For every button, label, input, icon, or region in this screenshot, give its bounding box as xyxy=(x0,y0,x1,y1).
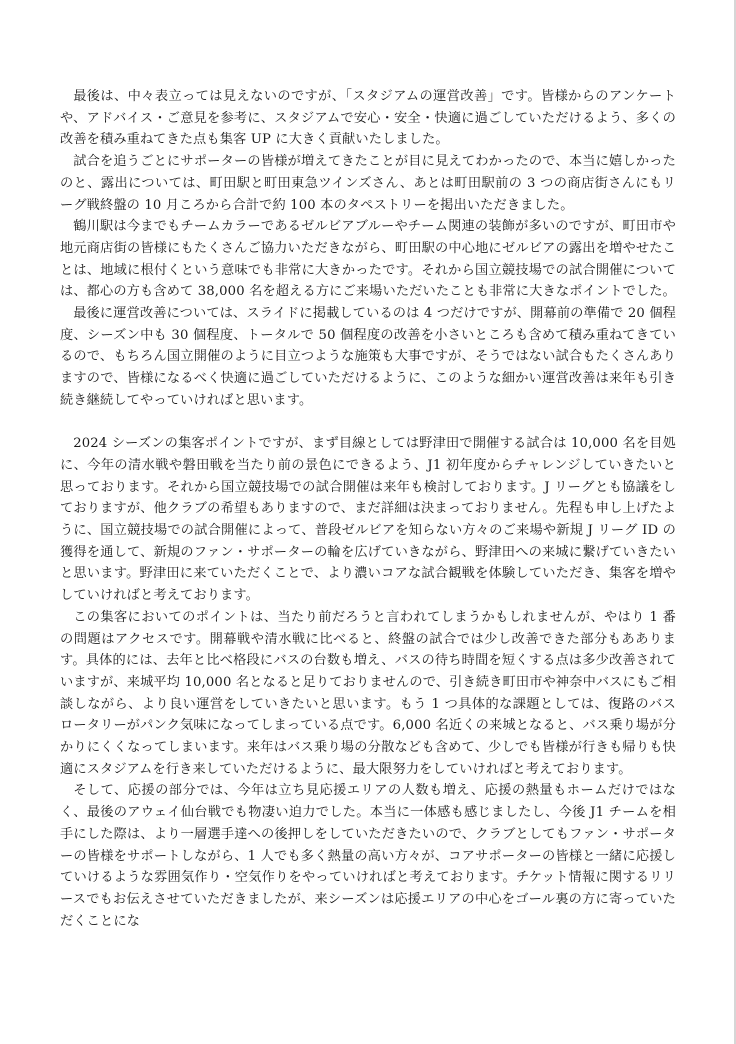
paragraph: この集客においてのポイントは、当たり前だろうと言われてしまうかもしれませんが、やはり 1 番の問題はアクセスです。開幕戦や清水戦に比べると、終盤の試合では少し改善できた部分もああります。具体的には、去年と比べ格段にバスの台数も増え、バスの待ち時間を短くする点は多少改善されていますが、来城平均 10,000 名となると足りておりませんので、引き続き町田市や神奈中バスにもご相談しながら、より良い運営をしていきたいと思います。もう 1 つ具体的な課題としては、復路のバスロータリーがパンク気味になってしまっている点です。6,000 名近くの来城となると、バス乗り場が分かりにくくなってしまいます。来年はバス乗り場の分散なども含めて、少しでも皆様が行きも帰りも快適にスタジアムを行き来していただけるように、最大限努力をしていければと考えております。 xyxy=(60,609,676,777)
paragraph: 鶴川駅は今までもチームカラーであるゼルビアブルーやチーム関連の装飾が多いのですが、町田市や地元商店街の皆様にもたくさんご協力いただきながら、町田駅の中心地にゼルビアの露出を増やせたことは、地域に根付くという意味でも非常に大きかったです。それから国立競技場での試合開催については、都心の方も含めて 38,000 名を超える方にご来場いただいたことも非常に大きなポイントでした。 xyxy=(60,219,676,300)
document-page xyxy=(60,86,676,932)
paragraph: 最後に運営改善については、スライドに掲載しているのは 4 つだけですが、開幕前の準備で 20 個程度、シーズン中も 30 個程度、トータルで 50 個程度の改善を小さいところも含めて積み重ねてきているので、もちろん国立開催のように目立つような施策も大事ですが、そうではない試合もたくさんありますので、皆様になるべく快適に過ごしていただけるように、このような細かい運営改善は来年も引き続き継続してやっていければと思います。 xyxy=(60,306,676,408)
paragraph: 最後は、中々表立っては見えないのですが、「スタジアムの運営改善」です。皆様からのアンケートや、アドバイス・ご意見を参考に、スタジアムで安心・安全・快適に過ごしていただけるよう、多くの改善を積み重ねてきた点も集客 UP に大きく貢献いたしました。 xyxy=(60,89,676,148)
section-2024-attendance-points xyxy=(60,433,676,932)
section-operations-review xyxy=(60,86,676,412)
paragraph: 2024 シーズンの集客ポイントですが、まず目線としては野津田で開催する試合は 10,000 名を目処に、今年の清水戦や磐田戦を当たり前の景色にできるよう、J1 初年度からチャレンジしていきたいと思っております。それから国立競技場での試合開催は来年も検討しております。J リーグとも協議をしておりますが、他クラブの希望もありますので、まだ詳細は決まっておりません。先程も申し上げたように、国立競技場での試合開催によって、普段ゼルビアを知らない方々のご来場や新規 J リーグ ID の獲得を通して、新規のファン・サポーターの輪を広げていきながら、野津田への来城に繋げていきたいと思います。野津田に来ていただくことで、より濃いコアな試合観戦を体験していただき、集客を増やしていければと考えております。 xyxy=(60,436,676,604)
paragraph: そして、応援の部分では、今年は立ち見応援エリアの人数も増え、応援の熱量もホームだけではなく、最後のアウェイ仙台戦でも物凄い迫力でした。本当に一体感も感じましたし、今後 J1 チームを相手にした際は、より一層選手達への後押しをしていただきたいので、クラブとしてもファン・サポーターの皆様をサポートしながら、1 人でも多く熱量の高い方々が、コアサポーターの皆様と一緒に応援していけるような雰囲気作り・空気作りをやっていければと考えております。チケット情報に関するリリースでもお伝えさせていただきましたが、来シーズンは応援エリアの中心をゴール裏の方に寄っていただくことにな xyxy=(60,783,676,929)
paragraph: 試合を追うごとにサポーターの皆様が増えてきたことが目に見えてわかったので、本当に嬉しかったのと、露出については、町田駅と町田東急ツインズさん、あとは町田駅前の 3 つの商店街さんにもリーグ戦終盤の 10 月ころから合計で約 100 本のタペストリーを掲出いただきました。 xyxy=(60,154,676,213)
section-spacer xyxy=(60,412,676,434)
